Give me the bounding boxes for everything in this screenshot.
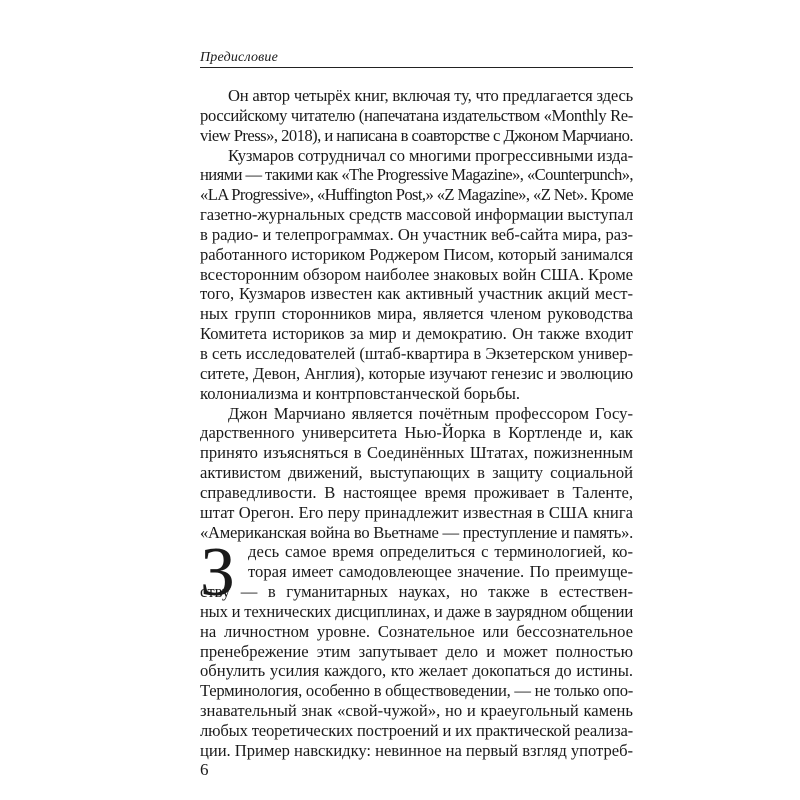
text-line: «LA Progressive», «Huffington Post,» «Z Magazine», «Z Net». Кроме xyxy=(200,185,634,205)
text-line: десь самое время определиться с терминологией, ко- xyxy=(248,542,633,562)
text-line: Джон Марчиано является почётным профессором Госу- xyxy=(228,403,633,423)
text-line: пренебрежение этим запутывает дело и может полностью xyxy=(200,641,633,661)
text-line: любых теоретических построений и их практической реализа- xyxy=(200,721,634,740)
text-line: ситете, Девон, Англия), которые изучают генезис и эволюцию xyxy=(200,363,633,383)
paragraph-4 xyxy=(200,534,634,760)
text-line: ниями — такими как «The Progressive Magazine», «Counterpunch», xyxy=(200,165,633,185)
text-line: Он автор четырёх книг, включая ту, что предлагается здесь xyxy=(228,86,633,105)
text-line: российскому читателю (напечатана издательством «Monthly Re- xyxy=(200,105,633,125)
text-line: в сеть исследователей (штаб-квартира в Экзетерском универ- xyxy=(200,343,634,363)
text-line: газетно-журнальных средств массовой информации выступал xyxy=(200,205,634,225)
body-text xyxy=(200,86,633,761)
header-rule xyxy=(200,67,633,68)
text-line: Терминология, особенно в обществоведении, — не только опо- xyxy=(200,681,634,701)
text-line: колониализма и контрповстанческой борьбы. xyxy=(200,383,521,403)
text-line: в радио- и телепрограммах. Он участник веб-сайта мира, раз- xyxy=(200,224,634,244)
text-line: работанного историком Роджером Писом, который занимался xyxy=(200,244,633,264)
text-line: штат Орегон. Его перу принадлежит известная в США книга xyxy=(200,502,633,522)
text-line: активистом движений, выступающих в защиту социальной xyxy=(200,463,633,483)
text-line: знавательный знак «свой-чужой», но и краеугольный камень xyxy=(200,701,633,721)
drop-cap: З xyxy=(200,534,236,612)
text-line: view Press», 2018), и написана в соавторстве с Джоном Марчиано. xyxy=(200,125,634,145)
text-line: торая имеет самодовлеющее значение. По преимуще- xyxy=(248,562,633,582)
text-line: «Американская война во Вьетнаме — преступление и память». xyxy=(200,522,634,542)
text-line: всесторонним обзором наиболее знаковых войн США. Кроме xyxy=(200,264,633,284)
text-line: обнулить усилия каждого, кто желает докопаться до истины. xyxy=(200,661,633,681)
text-line: дарственного университета Нью-Йорка в Кортленде и, как xyxy=(200,423,633,443)
text-line: ции. Пример навскидку: невинное на первый взгляд употреб- xyxy=(200,740,633,760)
text-line: Комитета историков за мир и демократию. Он также входит xyxy=(200,324,633,344)
paragraph-3 xyxy=(200,404,633,543)
paragraph-2 xyxy=(200,146,633,404)
text-line: ных групп сторонников мира, является членом руководства xyxy=(200,304,633,324)
text-line: того, Кузмаров известен как активный участник акций мест- xyxy=(200,284,633,304)
text-line: принято изъясняться в Соединённых Штатах, пожизненным xyxy=(200,443,633,463)
text-line: ных и технических дисциплинах, и даже в заурядном общении xyxy=(200,601,634,621)
text-line: на личностном уровне. Сознательное или бессознательное xyxy=(200,621,633,641)
text-line: ству — в гуманитарных науках, но также в естествен- xyxy=(200,582,633,602)
page-number: 6 xyxy=(200,760,209,779)
running-head: Предисловие xyxy=(200,50,279,65)
text-line: справедливости. В настоящее время проживает в Таленте, xyxy=(200,482,633,502)
paragraph-1 xyxy=(200,86,633,146)
text-line: Кузмаров сотрудничал со многими прогрессивными изда- xyxy=(228,145,634,165)
